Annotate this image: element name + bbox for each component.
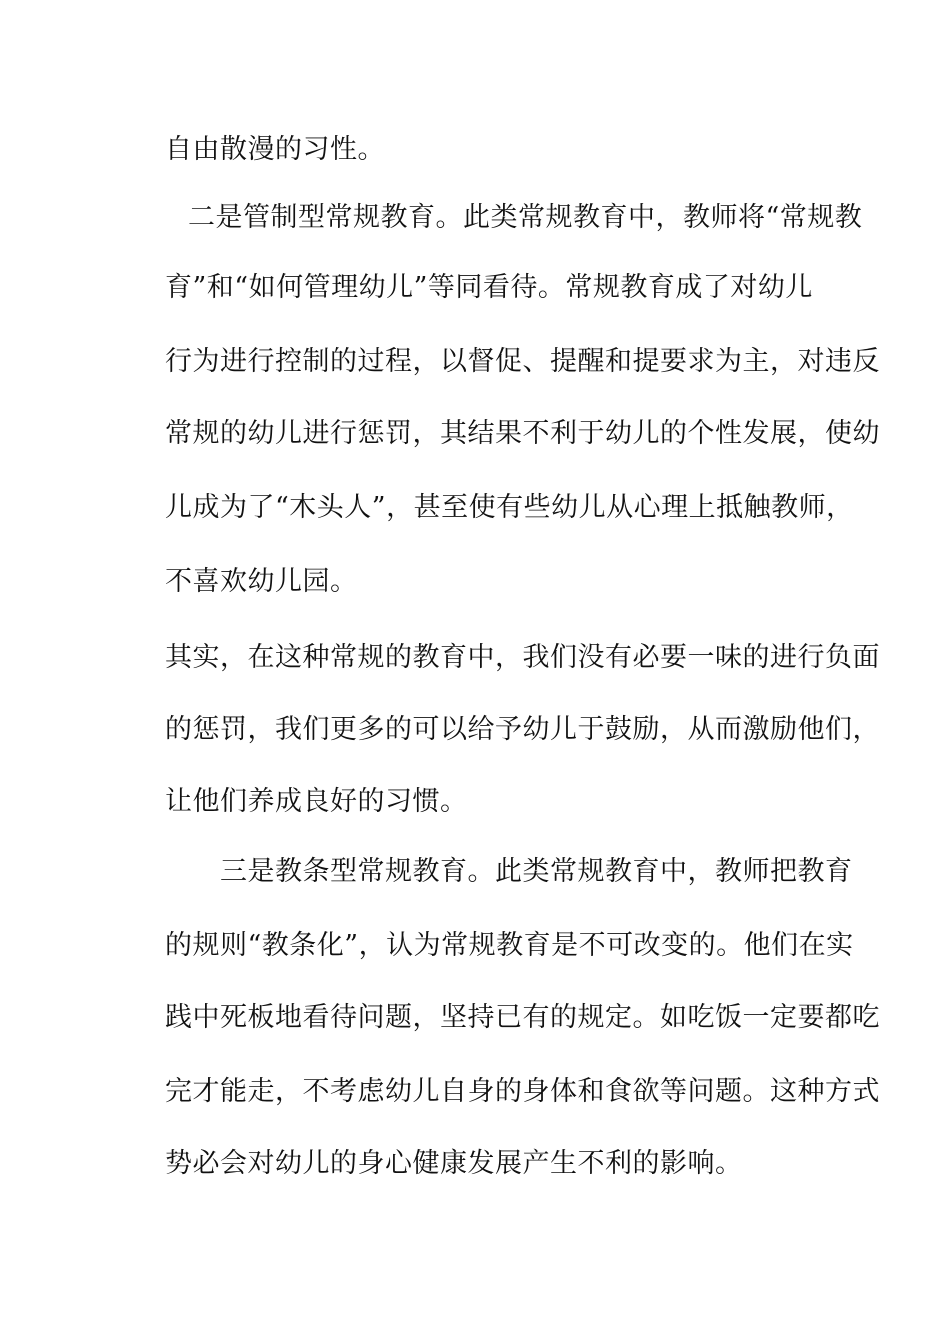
text-line-7: 不喜欢幼儿园。 (165, 566, 358, 597)
text-line-11: 三是教条型常规教育。此类常规教育中，教师把教育 (220, 856, 853, 887)
text-line-1: 自由散漫的习性。 (165, 134, 385, 165)
text-line-13: 践中死板地看待问题，坚持已有的规定。如吃饭一定要都吃 (165, 1002, 880, 1033)
text-line-14: 完才能走，不考虑幼儿自身的身体和食欲等问题。这种方式 (165, 1076, 880, 1107)
text-line-9: 的惩罚，我们更多的可以给予幼儿于鼓励，从而激励他们， (165, 714, 880, 745)
text-line-3: 育”和“如何管理幼儿”等同看待。常规教育成了对幼儿 (165, 272, 813, 303)
text-line-4: 行为进行控制的过程，以督促、提醒和提要求为主，对违反 (165, 346, 880, 377)
text-line-12: 的规则“教条化”，认为常规教育是不可改变的。他们在实 (165, 930, 854, 961)
text-line-10: 让他们养成良好的习惯。 (165, 786, 468, 817)
text-line-8: 其实，在这种常规的教育中，我们没有必要一味的进行负面 (165, 642, 880, 673)
text-line-15: 势必会对幼儿的身心健康发展产生不利的影响。 (165, 1148, 743, 1179)
text-line-2: 二是管制型常规教育。此类常规教育中，教师将“常规教 (188, 202, 863, 233)
text-line-5: 常规的幼儿进行惩罚，其结果不利于幼儿的个性发展，使幼 (165, 418, 880, 449)
text-line-6: 儿成为了“木头人”，甚至使有些幼儿从心理上抵触教师， (165, 492, 854, 523)
